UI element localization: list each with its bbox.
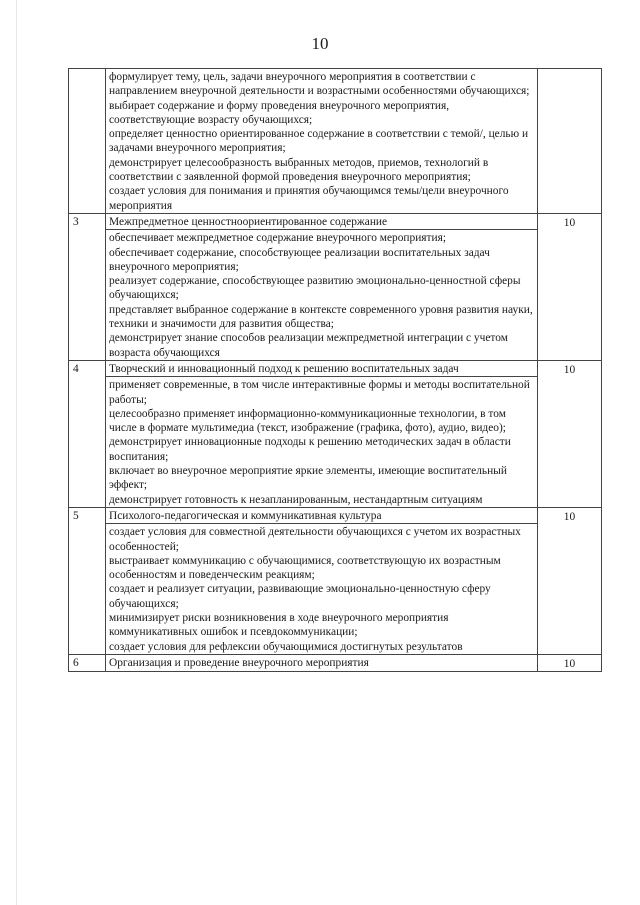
criterion-max-score: 10 xyxy=(538,507,602,654)
criterion-header-row xyxy=(69,654,602,671)
criterion-indicator: выстраивает коммуникацию с обучающимися, соответствующую их возрастным особенностям и поведенческим реакциям; xyxy=(109,554,501,582)
criterion-indicator: выбирает содержание и форму проведения внеурочного мероприятия, соответствующие возрасту обучающихся; xyxy=(109,99,450,126)
criterion-header-row xyxy=(69,360,602,376)
criterion-description xyxy=(106,69,538,214)
criterion-number: 6 xyxy=(69,654,106,671)
criterion-description xyxy=(106,377,538,508)
criterion-title: Творческий и инновационный подход к решению воспитательных задач xyxy=(106,360,538,376)
criterion-indicator: применяет современные, в том числе интерактивные формы и методы воспитательной работы; xyxy=(109,379,530,406)
criterion-score-cell xyxy=(538,69,602,214)
criterion-indicator: обеспечивает межпредметное содержание внеурочного мероприятия; xyxy=(109,232,447,245)
criterion-indicator: демонстрирует знание способов реализации межпредметной интеграции с учетом возраста обучающихся xyxy=(109,332,508,359)
criterion-indicator: создает условия для рефлексии обучающимися достигнутых результатов xyxy=(109,640,463,653)
criterion-indicator: минимизирует риски возникновения в ходе внеурочного мероприятия коммуникативных ошибок и псевдокоммуникации; xyxy=(109,611,449,639)
criterion-max-score: 10 xyxy=(538,360,602,507)
criterion-indicator: демонстрирует целесообразность выбранных методов, приемов, технологий в соответствии с заявленной формой проведения внеурочного мероприятия; xyxy=(109,156,489,184)
criterion-header-row xyxy=(69,213,602,229)
criterion-indicator: формулирует тему, цель, задачи внеурочного мероприятия в соответствии с направлением внеурочной деятельности и возрастными особенностями обучающихся; xyxy=(109,71,530,98)
criteria-table xyxy=(68,68,602,672)
criterion-indicator: создает и реализует ситуации, развивающие эмоционально-ценностную сферу обучающихся; xyxy=(109,583,491,610)
criterion-indicator: создает условия для понимания и принятия обучающимся темы/цели внеурочного мероприятия xyxy=(109,185,509,212)
criterion-indicator: определяет ценностно ориентированное содержание в соответствии с темой/, целью и задачами внеурочного мероприятия; xyxy=(109,128,529,155)
criterion-indicator: включает во внеурочное мероприятие яркие элементы, имеющие воспитательный эффект; xyxy=(109,465,507,492)
criterion-number: 4 xyxy=(69,360,106,507)
criterion-max-score: 10 xyxy=(538,654,602,671)
criterion-indicator: реализует содержание, способствующее развитию эмоционально-ценностной сферы обучающихся; xyxy=(109,275,521,302)
criterion-description xyxy=(106,524,538,655)
criterion-description xyxy=(106,230,538,361)
criterion-title: Организация и проведение внеурочного мероприятия xyxy=(106,654,538,671)
criterion-body-row xyxy=(69,524,602,655)
criterion-indicator: создает условия для совместной деятельности обучающихся с учетом их возрастных особенностей; xyxy=(109,526,521,553)
page-number: 10 xyxy=(311,34,329,53)
criterion-indicator: представляет выбранное содержание в контексте современного уровня развития науки, техники и значимости для развития общества; xyxy=(109,303,533,331)
criterion-row-continued xyxy=(69,69,602,214)
criterion-max-score: 10 xyxy=(538,213,602,360)
criterion-indicator: обеспечивает содержание, способствующее реализации воспитательных задач внеурочного мероприятия; xyxy=(109,246,490,273)
criterion-title: Межпредметное ценностноориентированное содержание xyxy=(106,213,538,229)
criterion-body-row xyxy=(69,230,602,361)
criterion-number: 3 xyxy=(69,213,106,360)
criterion-indicator: демонстрирует инновационные подходы к решению методических задач в области воспитания; xyxy=(109,436,511,463)
criterion-number-cell xyxy=(69,69,106,214)
criterion-header-row xyxy=(69,507,602,523)
scan-margin-line xyxy=(16,0,17,905)
criterion-indicator: демонстрирует готовность к незапланированным, нестандартным ситуациям xyxy=(109,493,483,506)
criterion-title: Психолого-педагогическая и коммуникативная культура xyxy=(106,507,538,523)
criterion-indicator: целесообразно применяет информационно-коммуникационные технологии, в том числе в формате мультимедиа (текст, изображение (графика, фото), аудио, видео); xyxy=(109,407,506,435)
criterion-body-row xyxy=(69,377,602,508)
criterion-number: 5 xyxy=(69,507,106,654)
